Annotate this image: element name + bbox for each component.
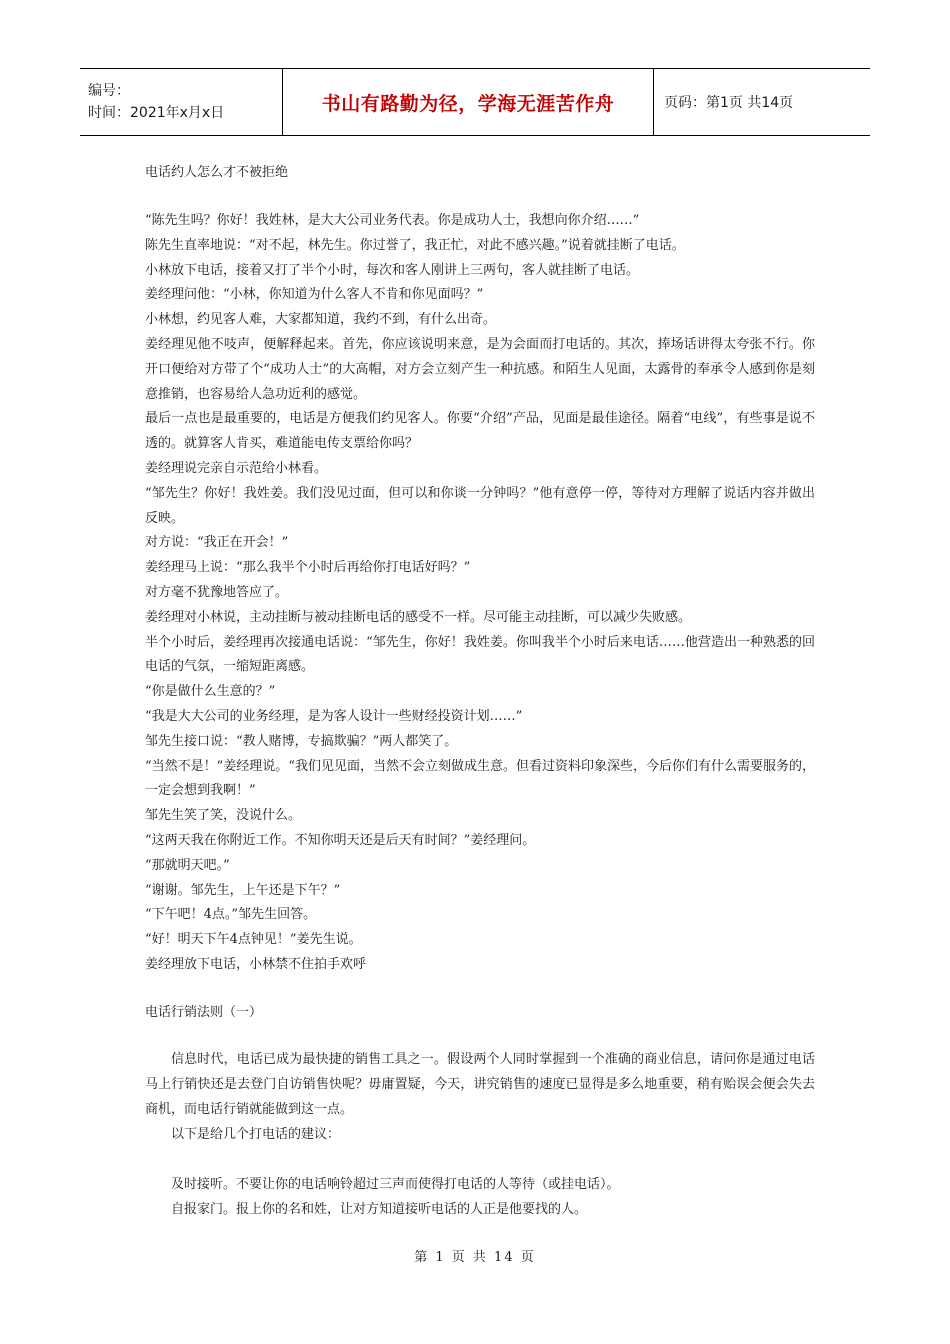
story-paragraph: 姜经理问他：“小林，你知道为什么客人不肯和你见面吗？”: [145, 287, 484, 303]
document-title: 电话约人怎么才不被拒绝: [145, 165, 289, 180]
document-date-label: 时间：2021年x月x日: [88, 105, 225, 121]
story-paragraph: 邹先生笑了笑，没说什么。: [145, 808, 302, 824]
story-paragraph: “陈先生吗？你好！我姓林，是大大公司业务代表。你是成功人士，我想向你介绍……”: [145, 213, 640, 228]
story-paragraph: 姜经理对小林说，主动挂断与被动挂断电话的感受不一样。尽可能主动挂断，可以减少失败感。: [145, 609, 692, 625]
section-title: 电话行销法则（一）: [145, 1004, 263, 1020]
header-motto: [282, 69, 654, 135]
story-paragraph: “好！明天下午4点钟见！”姜先生说。: [145, 932, 362, 948]
story-paragraph: “这两天我在你附近工作。不知你明天还是后天有时间？”姜经理问。: [145, 832, 536, 848]
story-paragraph: 对方说：“我正在开会！”: [145, 535, 289, 551]
story-paragraph: “那就明天吧。”: [145, 857, 230, 873]
document-body: [145, 160, 815, 1222]
story-paragraph: 姜经理说完亲自示范给小林看。: [145, 460, 328, 476]
story-paragraph: 姜经理马上说：“那么我半个小时后再给你打电话好吗？”: [145, 560, 471, 576]
tip-item: 及时接听。不要让你的电话响铃超过三声而使得打电话的人等待（或挂电话）。: [171, 1176, 620, 1192]
story-paragraph: 最后一点也是最重要的，电话是方便我们约见客人。你要“介绍”产品，见面是最佳途径。隔着“电线”，有些事是说不透的。就算客人肯买，难道能电传支票给你吗？: [145, 411, 815, 452]
page-footer: [0, 1246, 950, 1265]
section-telemarketing: [145, 1000, 815, 1222]
story-paragraph: 姜经理见他不吱声，便解释起来。首先，你应该说明来意，是为会面而打电话的。其次，捧场话讲得太夸张不行。你开口便给对方带了个“成功人士”的大高帽，对方会立刻产生一种抗感。和陌生人见面，太露骨的奉承令人感到你是刻意推销，也容易给人急功近利的感觉。: [145, 336, 815, 402]
story-paragraph: 小林想，约见客人难，大家都知道，我约不到，有什么出奇。: [145, 312, 497, 328]
tip-item: 自报家门。报上你的名和姓，让对方知道接听电话的人正是他要找的人。: [171, 1201, 588, 1217]
section-paragraph: 以下是给几个打电话的建议：: [171, 1126, 341, 1142]
page-header: [80, 68, 870, 136]
story-paragraph: 姜经理放下电话，小林禁不住拍手欢呼: [145, 956, 367, 972]
story-paragraph: “下午吧！4点。”邹先生回答。: [145, 907, 317, 923]
document-number-label: 编号：: [88, 83, 130, 99]
footer-page-number: 第 1 页 共 14 页: [414, 1250, 536, 1265]
story-paragraph: 对方毫不犹豫地答应了。: [145, 584, 289, 600]
story-paragraph: “当然不是！”姜经理说。“我们见见面，当然不会立刻做成生意。但看过资料印象深些，今后你们有什么需要服务的，一定会想到我啊！”: [145, 758, 815, 799]
story-paragraph: 陈先生直率地说：“对不起，林先生。你过誉了，我正忙，对此不感兴趣。”说着就挂断了电话。: [145, 237, 685, 253]
section-paragraph: 信息时代，电话已成为最快捷的销售工具之一。假设两个人同时掌握到一个准确的商业信息，请问你是通过电话马上行销快还是去登门自访销售快呢？毋庸置疑，今天，讲究销售的速度已显得是多么地重要，稍有贻误会便会失去商机，而电话行销就能做到这一点。: [145, 1051, 815, 1117]
story-paragraph: “邹先生？你好！我姓姜。我们没见过面，但可以和你谈一分钟吗？”他有意停一停，等待对方理解了说话内容并做出反映。: [145, 485, 815, 526]
header-page-info: [654, 69, 870, 135]
header-meta: [80, 69, 282, 135]
story-paragraph: “我是大大公司的业务经理，是为客人设计一些财经投资计划……”: [145, 708, 523, 724]
story-text: [145, 209, 815, 978]
story-paragraph: 小林放下电话，接着又打了半个小时，每次和客人刚讲上三两句，客人就挂断了电话。: [145, 262, 640, 278]
story-paragraph: 邹先生接口说：“教人赌博，专搞欺骗？”两人都笑了。: [145, 733, 458, 749]
story-paragraph: “你是做什么生意的？”: [145, 684, 276, 700]
motto-text: 书山有路勤为径，学海无涯苦作舟: [321, 92, 615, 115]
story-paragraph: “谢谢。邹先生，上午还是下午？”: [145, 882, 341, 898]
story-paragraph: 半个小时后，姜经理再次接通电话说：“邹先生，你好！我姓姜。你叫我半个小时后来电话……他营造出一种熟悉的回电话的气氛，一缩短距离感。: [145, 634, 815, 675]
page-number-label: 页码：第1页 共14页: [664, 95, 794, 111]
